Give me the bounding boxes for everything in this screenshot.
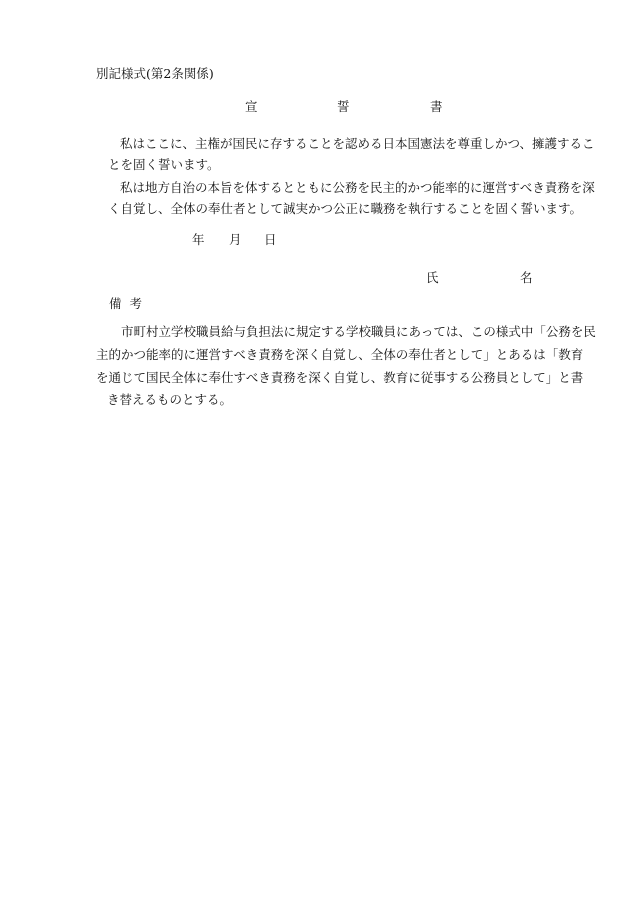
document-title	[0, 99, 630, 115]
form-label: 別記様式(第2条関係)	[96, 66, 214, 81]
remarks-line-2: 主的かつ能率的に運営すべき責務を深く自覚し、全体の奉仕者として」とあるは「教育	[96, 347, 584, 362]
oath-paragraph-1-line-1: 私はここに、主権が国民に存することを認める日本国憲法を尊重しかつ、擁護するこ	[120, 136, 595, 151]
date-month-label: 月	[229, 232, 242, 247]
oath-paragraph-2-line-2: く自覚し、全体の奉仕者として誠実かつ公正に職務を執行することを固く誓います。	[108, 201, 583, 216]
title-char-3: 書	[430, 99, 443, 114]
title-char-1: 宣	[245, 99, 258, 114]
remarks-heading: 備考	[109, 296, 151, 311]
date-line	[0, 232, 630, 248]
signature-surname-label: 氏	[426, 270, 439, 285]
signature-line	[0, 270, 630, 286]
title-char-2: 誓	[337, 99, 350, 114]
remarks-line-1: 市町村立学校職員給与負担法に規定する学校職員にあっては、この様式中「公務を民	[121, 324, 596, 339]
oath-paragraph-2-line-1: 私は地方自治の本旨を体するとともに公務を民主的かつ能率的に運営すべき責務を深	[120, 180, 595, 195]
date-day-label: 日	[264, 232, 277, 247]
remarks-line-4: き替えるものとする。	[107, 392, 233, 407]
date-year-label: 年	[192, 232, 205, 247]
remarks-line-3: を通じて国民全体に奉仕すべき責務を深く自覚し、教育に従事する公務員として」と書	[96, 370, 584, 385]
signature-given-label: 名	[520, 270, 533, 285]
oath-paragraph-1-line-2: とを固く誓います。	[108, 157, 220, 172]
